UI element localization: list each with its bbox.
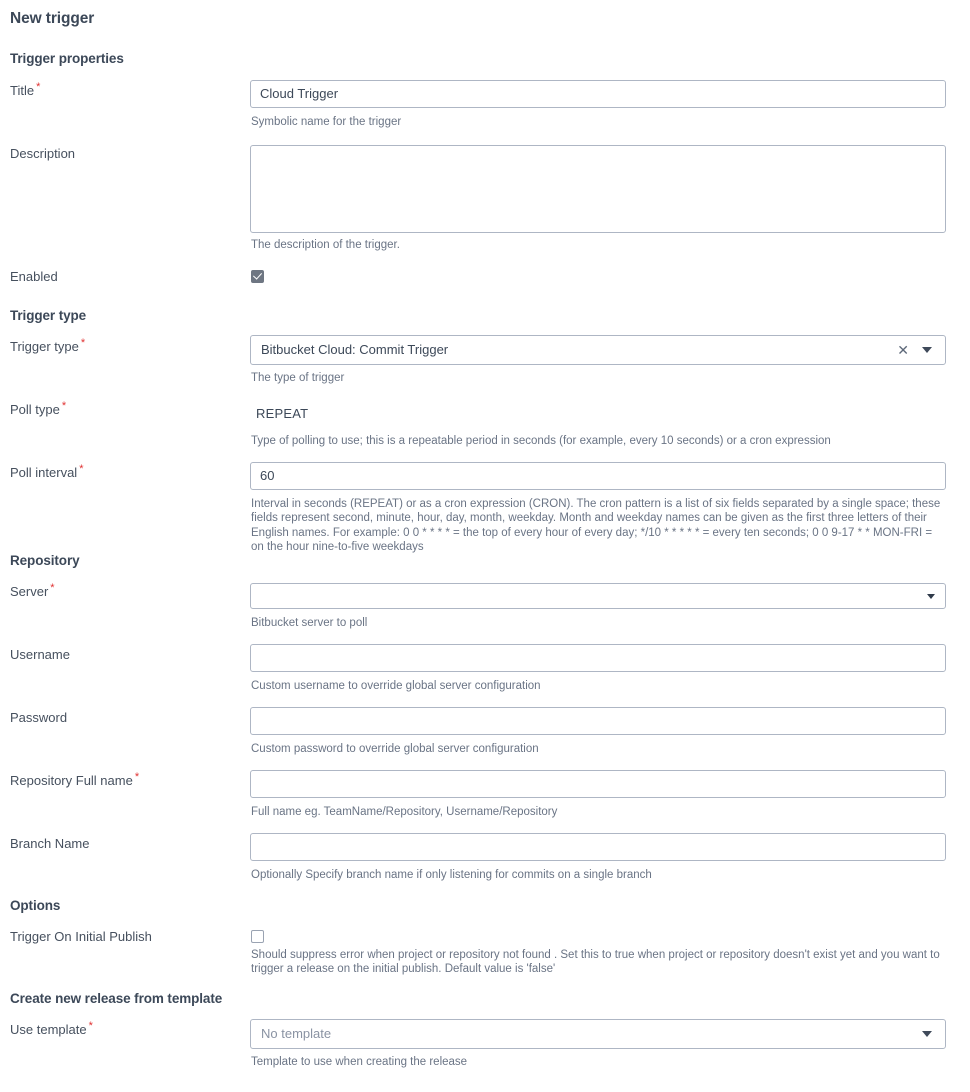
trigger-type-selected-value: Bitbucket Cloud: Commit Trigger	[261, 342, 449, 357]
branch-name-input[interactable]	[250, 833, 946, 861]
help-server: Bitbucket server to poll	[251, 617, 368, 629]
label-title	[10, 80, 41, 98]
label-branch-name	[10, 836, 89, 851]
required-marker: *	[134, 770, 140, 783]
label-poll-type	[10, 399, 67, 417]
label-title-text: Title	[10, 83, 35, 98]
description-textarea[interactable]	[250, 145, 946, 233]
label-repository-full-name	[10, 770, 140, 788]
label-trigger-type-text: Trigger type	[10, 339, 79, 354]
label-server	[10, 581, 55, 599]
label-username-text: Username	[10, 647, 70, 662]
server-select[interactable]	[250, 583, 946, 609]
help-username: Custom username to override global server configuration	[251, 680, 541, 692]
section-heading-options: Options	[10, 898, 61, 913]
section-heading-repository: Repository	[10, 553, 80, 568]
username-input[interactable]	[250, 644, 946, 672]
label-trigger-on-initial-publish	[10, 929, 152, 944]
help-trigger-type: The type of trigger	[251, 372, 345, 384]
trigger-type-select[interactable]	[250, 335, 946, 365]
help-poll-type: Type of polling to use; this is a repeatable period in seconds (for example, every 10 seconds) or a cron expression	[251, 435, 831, 447]
page-title: New trigger	[10, 10, 95, 27]
label-password-text: Password	[10, 710, 68, 725]
label-enabled	[10, 269, 58, 284]
label-server-text: Server	[10, 584, 49, 599]
chevron-down-icon[interactable]	[927, 584, 935, 608]
required-marker: *	[79, 462, 84, 475]
help-description: The description of the trigger.	[251, 239, 400, 251]
password-input[interactable]	[250, 707, 946, 735]
use-template-select[interactable]	[250, 1019, 946, 1049]
chevron-down-icon[interactable]	[922, 1020, 932, 1048]
label-use-template	[10, 1019, 93, 1037]
help-password: Custom password to override global server configuration	[251, 743, 539, 755]
section-heading-create-release: Create new release from template	[10, 991, 223, 1006]
help-title: Symbolic name for the trigger	[251, 116, 402, 128]
section-heading-trigger-type: Trigger type	[10, 308, 87, 323]
trigger-on-initial-publish-checkbox[interactable]	[251, 930, 264, 943]
required-marker: *	[80, 336, 86, 349]
help-repository-full-name: Full name eg. TeamName/Repository, Username/Repository	[251, 806, 558, 818]
label-username	[10, 647, 70, 662]
label-branch-name-text: Branch Name	[10, 836, 90, 851]
help-branch-name: Optionally Specify branch name if only listening for commits on a single branch	[251, 869, 652, 881]
poll-interval-input[interactable]: 60	[250, 462, 946, 490]
help-use-template: Template to use when creating the release	[251, 1056, 468, 1068]
label-poll-interval-text: Poll interval	[10, 465, 78, 480]
section-heading-trigger-properties: Trigger properties	[10, 51, 124, 66]
chevron-down-icon[interactable]	[922, 336, 932, 364]
label-trigger-on-initial-publish-text: Trigger On Initial Publish	[10, 929, 152, 944]
use-template-selected-value: No template	[261, 1026, 332, 1041]
required-marker: *	[50, 581, 55, 594]
label-poll-type-text: Poll type	[10, 402, 60, 417]
enabled-checkbox[interactable]	[251, 270, 264, 283]
poll-type-value: REPEAT	[256, 406, 309, 421]
help-trigger-on-initial-publish: Should suppress error when project or repository not found . Set this to true when project or repository doesn't exist yet and you want to trigger a release on the initial publish. Default value is 'false'	[251, 949, 940, 976]
label-password	[10, 710, 67, 725]
repository-full-name-input[interactable]	[250, 770, 946, 798]
label-description	[10, 146, 75, 161]
required-marker: *	[88, 1019, 93, 1032]
close-icon[interactable]: ✕	[897, 342, 909, 358]
label-trigger-type	[10, 336, 86, 354]
label-repository-full-name-text: Repository Full name	[10, 773, 133, 788]
title-input[interactable]: Cloud Trigger	[250, 80, 946, 108]
required-marker: *	[36, 80, 41, 93]
label-use-template-text: Use template	[10, 1022, 87, 1037]
label-enabled-text: Enabled	[10, 269, 58, 284]
required-marker: *	[61, 399, 67, 412]
label-poll-interval	[10, 462, 84, 480]
label-description-text: Description	[10, 146, 76, 161]
help-poll-interval: Interval in seconds (REPEAT) or as a cron expression (CRON). The cron pattern is a list of six fields separated by a single space; these fields represent second, minute, hour, day, month, weekday. Month and weekday names can be given as the first three letters of their English names. For example: 0 0 * * * * = the top of every hour of every day; */10 * * * * * = every ten seconds; 0 0 9-17 * * MON-FRI = on the hour nine-to-five weekdays	[251, 498, 941, 554]
